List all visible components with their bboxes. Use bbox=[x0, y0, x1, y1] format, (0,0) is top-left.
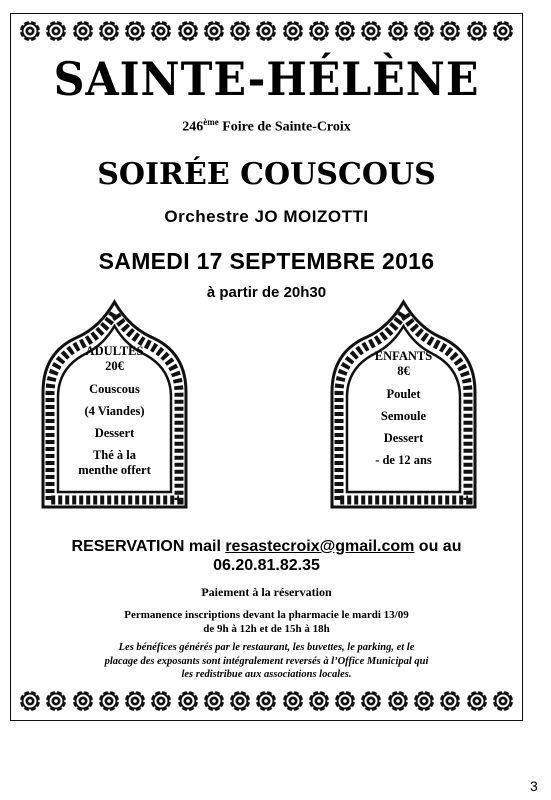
adult-menu-item: (4 Viandes) bbox=[84, 404, 145, 418]
rosette-icon bbox=[334, 20, 356, 42]
rosette-icon bbox=[124, 690, 146, 712]
rosette-icon bbox=[72, 20, 94, 42]
page-title: SAINTE-HÉLÈNE bbox=[53, 52, 480, 106]
child-menu-item: Dessert bbox=[383, 431, 424, 445]
rosette-icon bbox=[255, 20, 277, 42]
adult-menu-arch bbox=[38, 297, 191, 510]
rosette-icon bbox=[45, 690, 67, 712]
adult-menu bbox=[58, 344, 171, 478]
rosette-icon bbox=[255, 690, 277, 712]
adult-menu-item: menthe offert bbox=[78, 463, 151, 477]
foire-subtitle bbox=[11, 117, 522, 136]
note-line: les redistribue aux associations locales. bbox=[181, 669, 352, 680]
note-line: placage des exposants sont intégralement reversés à l’Office Municipal qui bbox=[104, 655, 429, 667]
rosette-icon bbox=[492, 20, 514, 42]
profits-note bbox=[11, 641, 522, 682]
event-date: SAMEDI 17 SEPTEMBRE 2016 bbox=[98, 248, 435, 274]
rosette-icon bbox=[413, 690, 435, 712]
adult-menu-item: Couscous bbox=[89, 382, 140, 396]
rosette-icon bbox=[308, 20, 330, 42]
rosette-icon bbox=[19, 690, 41, 712]
rosette-icon bbox=[203, 690, 225, 712]
rosette-icon bbox=[439, 690, 461, 712]
adult-heading: ADULTES bbox=[85, 344, 144, 358]
event-title: SOIRÉE COUSCOUS bbox=[97, 157, 436, 192]
adult-price: 20€ bbox=[105, 359, 124, 373]
note-line: Les bénéfices générés par le restaurant, les buvettes, le parking, et le bbox=[118, 642, 415, 653]
rosette-icon bbox=[177, 20, 199, 42]
reservation-prefix: RESERVATION mail bbox=[71, 538, 226, 555]
rosette-icon bbox=[439, 20, 461, 42]
rosette-icon bbox=[98, 690, 120, 712]
foire-number: 246 bbox=[182, 119, 204, 135]
rosette-icon bbox=[466, 690, 488, 712]
rosette-icon bbox=[150, 20, 172, 42]
child-menu-arch bbox=[327, 297, 480, 510]
reservation-phone: 06.20.81.82.35 bbox=[213, 557, 320, 574]
rosette-icon bbox=[413, 20, 435, 42]
rosette-icon bbox=[308, 690, 330, 712]
rosette-icon bbox=[360, 690, 382, 712]
rosette-icon bbox=[334, 690, 356, 712]
rosette-icon bbox=[282, 20, 304, 42]
rosette-icon bbox=[19, 20, 41, 42]
permanence-line: de 9h à 12h et de 15h à 18h bbox=[203, 623, 330, 635]
child-price: 8€ bbox=[397, 364, 410, 378]
rosette-icon bbox=[229, 20, 251, 42]
orchestra-name: Orchestre JO MOIZOTTI bbox=[164, 207, 369, 226]
rosette-icon bbox=[387, 690, 409, 712]
permanence-info bbox=[11, 608, 522, 636]
rosette-icon bbox=[150, 690, 172, 712]
rosette-icon bbox=[360, 20, 382, 42]
rosette-icon bbox=[45, 20, 67, 42]
child-menu-item: Semoule bbox=[380, 409, 427, 423]
permanence-line: Permanence inscriptions devant la pharmacie le mardi 13/09 bbox=[124, 609, 409, 621]
adult-menu-item: Dessert bbox=[94, 426, 135, 440]
foire-ordinal: ème bbox=[203, 117, 219, 127]
rosette-icon bbox=[203, 20, 225, 42]
event-time: à partir de 20h30 bbox=[206, 284, 327, 301]
child-menu-item: - de 12 ans bbox=[375, 453, 432, 467]
rosette-icon bbox=[98, 20, 120, 42]
reservation-line bbox=[11, 538, 522, 556]
rosette-icon bbox=[72, 690, 94, 712]
foire-name: Foire de Sainte-Croix bbox=[218, 119, 351, 135]
child-menu-item: Poulet bbox=[386, 387, 421, 401]
rosette-icon bbox=[387, 20, 409, 42]
rosette-icon bbox=[282, 690, 304, 712]
bottom-ornament-border bbox=[19, 688, 514, 714]
poster bbox=[10, 13, 523, 721]
rosette-icon bbox=[492, 690, 514, 712]
rosette-icon bbox=[177, 690, 199, 712]
adult-menu-item: Thé à la bbox=[92, 448, 137, 462]
child-heading: ENFANTS bbox=[374, 349, 433, 363]
rosette-icon bbox=[466, 20, 488, 42]
rosette-icon bbox=[229, 690, 251, 712]
top-ornament-border bbox=[19, 18, 514, 44]
reservation-email-link[interactable]: resastecroix@gmail.com bbox=[225, 538, 415, 555]
payment-note: Paiement à la réservation bbox=[201, 585, 332, 599]
rosette-icon bbox=[124, 20, 146, 42]
child-menu bbox=[347, 349, 460, 468]
page-number: 3 bbox=[530, 778, 538, 794]
reservation-suffix: ou au bbox=[414, 538, 462, 555]
